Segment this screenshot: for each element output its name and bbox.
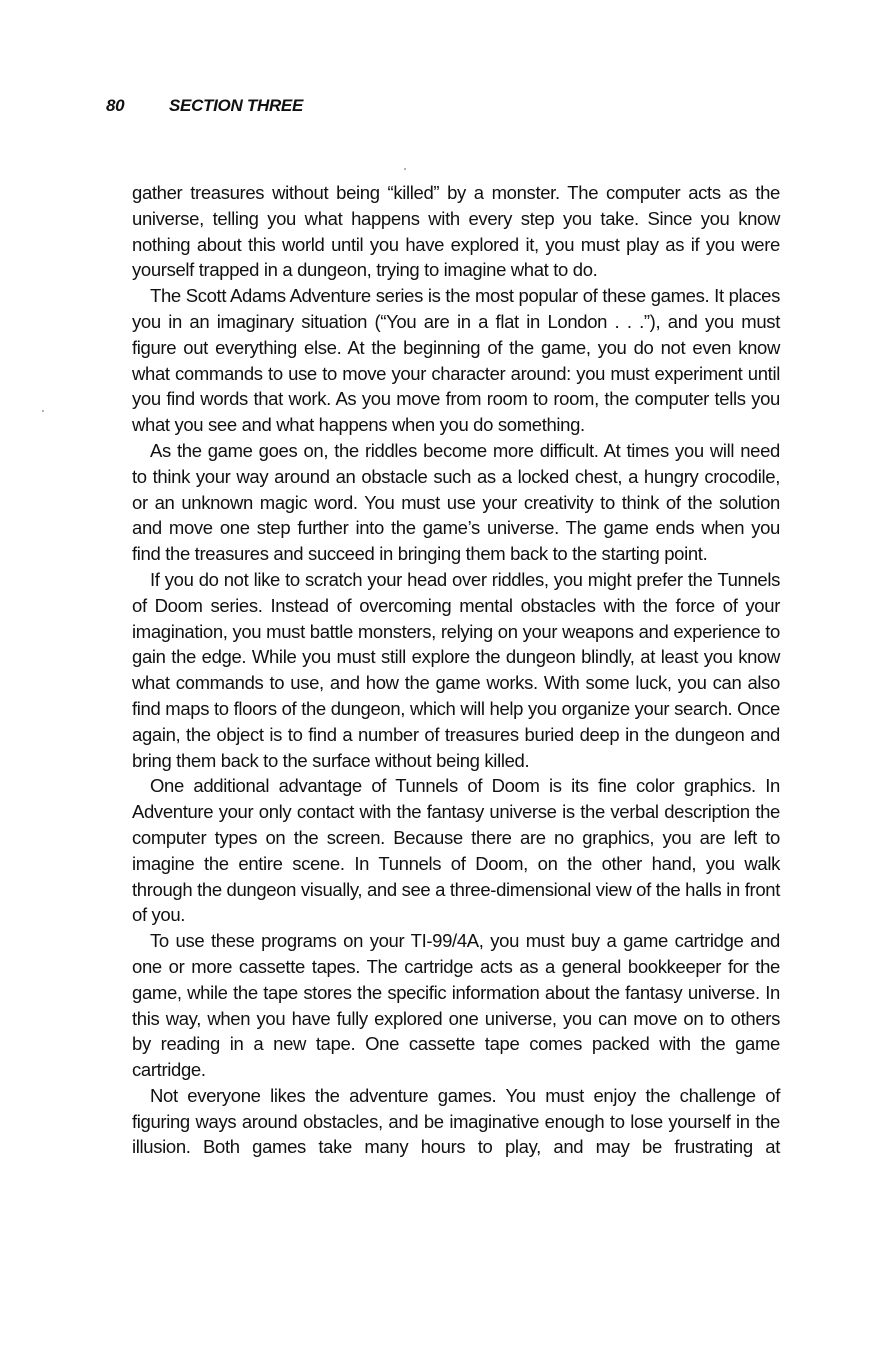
section-title: SECTION THREE (169, 96, 304, 115)
paragraph-scott-adams: The Scott Adams Adventure series is the most popular of these games. It places you in an imaginary situation (“You are in a flat in London . . .”), and you must figure out everything else. At the beginning of the game, you do not even know what commands to use to move your character around: you must experiment until you find words that work. As you move from room to room, the computer tells you what you see and what happens when you do something. (132, 285, 780, 436)
paragraph-riddles: As the game goes on, the riddles become more difficult. At times you will need to think your way around an obstacle such as a locked chest, a hungry crocodile, or an unknown magic word. You must use your creativity to think of the solution and move one step further into the game’s universe. The game ends when you find the treasures and succeed in bringing them back to the starting point. (132, 439, 780, 565)
page-number: 80 (106, 96, 125, 115)
print-speck-margin (42, 410, 44, 412)
paragraph-continued: gather treasures without being “killed” by a monster. The computer acts as the universe, telling you what happens with every step you take. Since you know nothing about this world until you have explored it, you must play as if you were yourself trapped in a dungeon, trying to imagine what to do. (132, 182, 780, 281)
paragraph-tunnels-of-doom: If you do not like to scratch your head over riddles, you might prefer the Tunnels of Doom series. Instead of overcoming mental obstacles with the force of your imagination, you must battle monsters, relying on your weapons and experience to gain the edge. While you must still explore the dungeon blindly, at least you know what commands to use, and how the game works. With some luck, you can also find maps to floors of the dungeon, which will help you organize your search. Once again, the object is to find a number of treasures buried deep in the dungeon and bring them back to the surface without being killed. (132, 568, 780, 771)
paragraph-not-everyone: Not everyone likes the adventure games. You must enjoy the challenge of figuring ways around obstacles, and be imaginative enough to lose yourself in the illusion. Both games take many hours to play, and may be frustrating at (132, 1084, 780, 1158)
body-text (132, 180, 780, 1160)
print-speck-top (404, 168, 406, 170)
paragraph-cartridge: To use these programs on your TI-99/4A, you must buy a game cartridge and one or more cassette tapes. The cartridge acts as a general bookkeeper for the game, while the tape stores the specific information about the fantasy universe. In this way, when you have fully explored one universe, you can move on to others by reading in a new tape. One cassette tape comes packed with the game cartridge. (132, 930, 780, 1081)
running-head (106, 96, 303, 116)
paragraph-graphics: One additional advantage of Tunnels of Doom is its fine color graphics. In Adventure your only contact with the fantasy universe is the verbal description the computer types on the screen. Because there are no graphics, you are left to imagine the entire scene. In Tunnels of Doom, on the other hand, you walk through the dungeon visually, and see a three-dimensional view of the halls in front of you. (132, 775, 780, 926)
